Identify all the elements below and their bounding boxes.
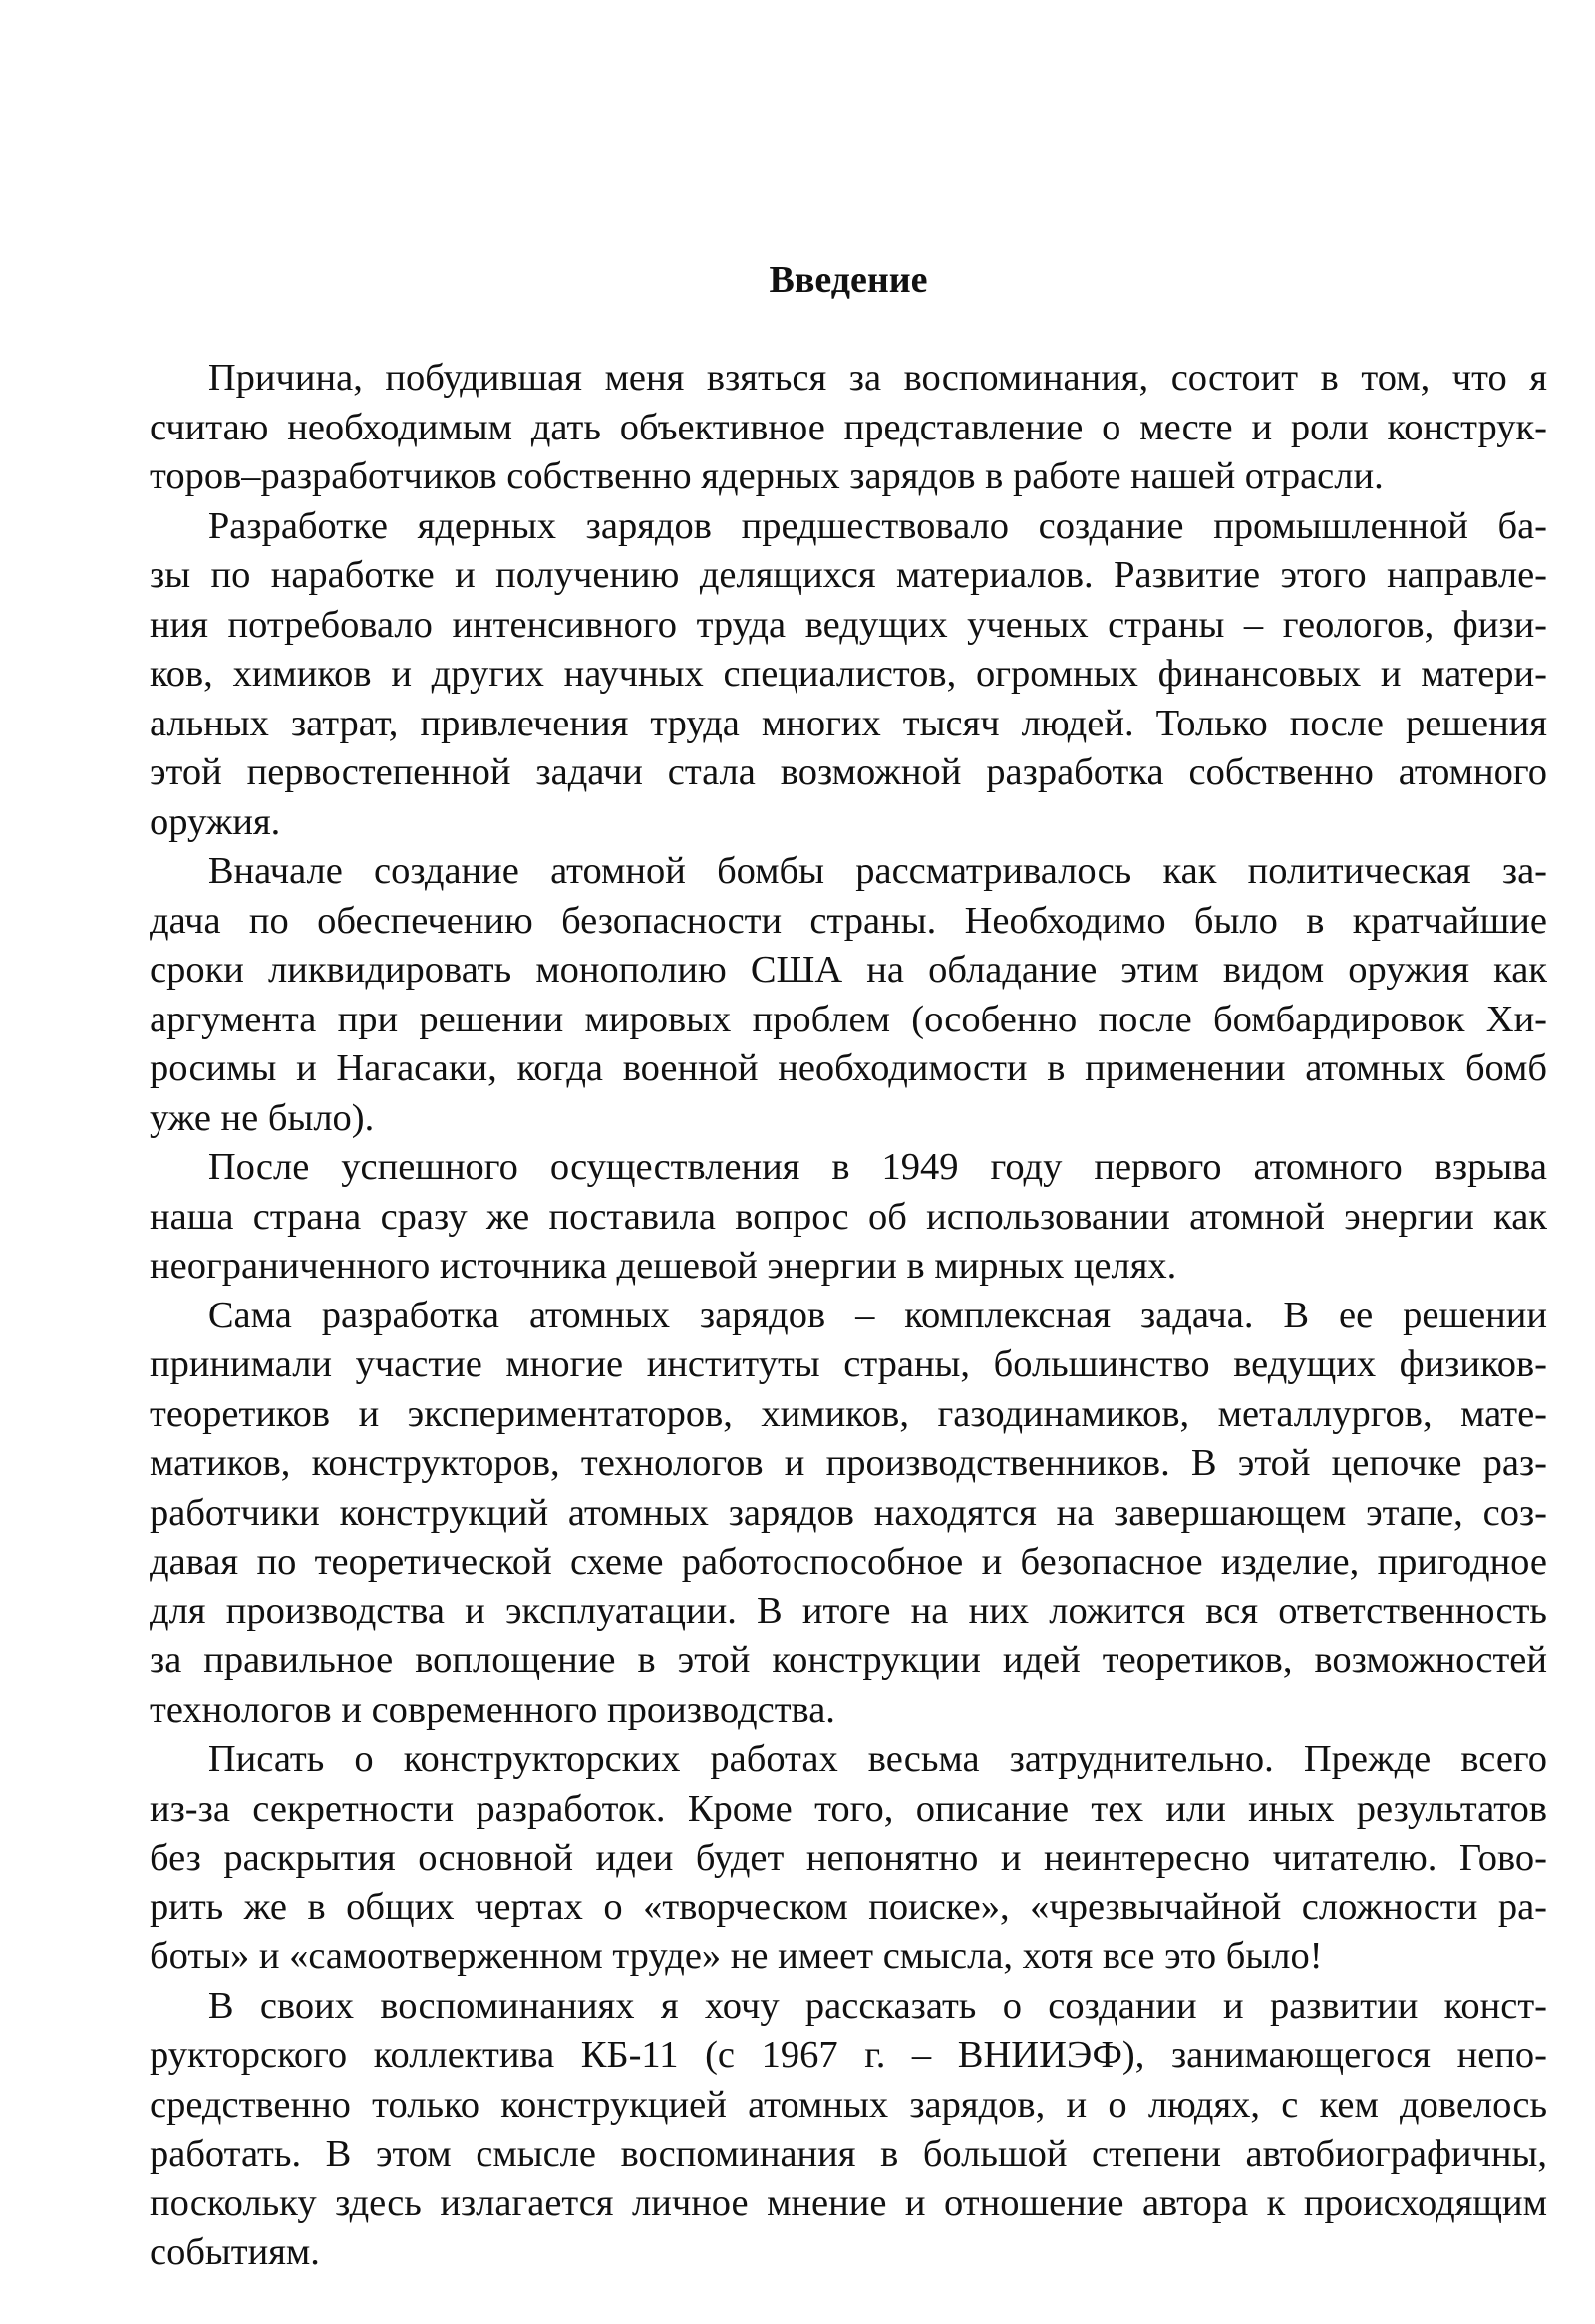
paragraph-line: принимали участие многие институты страны, большинство ведущих физиков- — [150, 1343, 1547, 1385]
document-page — [150, 254, 1547, 2278]
paragraph-2 — [150, 502, 1547, 848]
paragraph-line: матиков, конструкторов, технологов и производственников. В этой цепочке раз- — [150, 1442, 1547, 1484]
paragraph-line: давая по теоретической схеме работоспособное и безопасное изделие, пригодное — [150, 1541, 1547, 1583]
paragraph-line: за правильное воплощение в этой конструкции идей теоретиков, возможностей — [150, 1639, 1547, 1681]
paragraph-line: сроки ликвидировать монополию США на обладание этим видом оружия как — [150, 949, 1547, 991]
paragraph-line: Писать о конструкторских работах весьма затруднительно. Прежде всего — [207, 1738, 1547, 1780]
paragraph-line: из-за секретности разработок. Кроме того, описание тех или иных результатов — [150, 1787, 1547, 1830]
paragraph-line: зы по наработке и получению делящихся материалов. Развитие этого направле- — [150, 554, 1547, 596]
paragraph-line: уже не было). — [150, 1096, 375, 1139]
paragraph-line: неограниченного источника дешевой энергии в мирных целях. — [150, 1245, 1177, 1287]
paragraph-line: работчики конструкций атомных зарядов находятся на завершающем этапе, соз- — [150, 1491, 1547, 1534]
paragraph-line: средственно только конструкцией атомных зарядов, и о людях, с кем довелось — [150, 2083, 1547, 2126]
paragraph-3 — [150, 847, 1547, 1143]
paragraph-6 — [150, 1735, 1547, 1982]
paragraph-line: Вначале создание атомной бомбы рассматривалось как политическая за- — [207, 850, 1547, 892]
paragraph-line: ков, химиков и других научных специалистов, огромных финансовых и матери- — [150, 653, 1547, 695]
paragraph-line: дача по обеспечению безопасности страны. Необходимо было в кратчайшие — [150, 899, 1547, 942]
paragraph-line: рукторского коллектива КБ-11 (с 1967 г. – ВНИИЭФ), занимающегося непо- — [150, 2034, 1547, 2076]
paragraph-line: аргумента при решении мировых проблем (особенно после бомбардировок Хи- — [150, 998, 1547, 1040]
paragraph-line: этой первостепенной задачи стала возможной разработка собственно атомного — [150, 751, 1547, 793]
paragraph-line: торов–разработчиков собственно ядерных зарядов в работе нашей отрасли. — [150, 455, 1384, 497]
paragraph-line: Сама разработка атомных зарядов – комплексная задача. В ее решении — [207, 1294, 1547, 1336]
paragraph-line: наша страна сразу же поставила вопрос об использовании атомной энергии как — [150, 1195, 1547, 1238]
paragraph-line: После успешного осуществления в 1949 году первого атомного взрыва — [207, 1146, 1547, 1188]
paragraph-line: Причина, побудившая меня взяться за воспоминания, состоит в том, что я — [207, 357, 1547, 399]
paragraph-line: событиям. — [150, 2231, 320, 2273]
paragraph-line: росимы и Нагасаки, когда военной необходимости в применении атомных бомб — [150, 1047, 1547, 1089]
paragraph-4 — [150, 1143, 1547, 1292]
paragraph-7 — [150, 1982, 1547, 2278]
paragraph-line: считаю необходимым дать объективное представление о месте и роли конструк- — [150, 406, 1547, 448]
paragraph-line: альных затрат, привлечения труда многих тысяч людей. Только после решения — [150, 702, 1547, 744]
paragraph-line: работать. В этом смысле воспоминания в большой степени автобиографичны, — [150, 2133, 1547, 2175]
paragraph-line: оружия. — [150, 800, 281, 843]
paragraph-line: боты» и «самоотверженном труде» не имеет смысла, хотя все это было! — [150, 1935, 1323, 1977]
paragraph-line: ния потребовало интенсивного труда ведущих ученых страны – геологов, физи- — [150, 603, 1547, 646]
paragraph-line: технологов и современного производства. — [150, 1688, 835, 1731]
paragraph-line: рить же в общих чертах о «творческом поиске», «чрезвычайной сложности ра- — [150, 1886, 1547, 1928]
paragraph-line: Разработке ядерных зарядов предшествовало создание промышленной ба- — [207, 504, 1547, 547]
paragraph-1 — [150, 354, 1547, 502]
paragraph-line: теоретиков и экспериментаторов, химиков, газодинамиков, металлургов, мате- — [150, 1392, 1547, 1435]
paragraph-line: для производства и эксплуатации. В итоге на них ложится вся ответственность — [150, 1590, 1547, 1632]
paragraph-5 — [150, 1292, 1547, 1736]
paragraph-line: без раскрытия основной идеи будет непонятно и неинтересно читателю. Гово- — [150, 1837, 1547, 1879]
page-title: Введение — [769, 259, 928, 301]
paragraph-line: поскольку здесь излагается личное мнение и отношение автора к происходящим — [150, 2181, 1547, 2224]
paragraph-line: В своих воспоминаниях я хочу рассказать о создании и развитии конст- — [207, 1984, 1547, 2027]
